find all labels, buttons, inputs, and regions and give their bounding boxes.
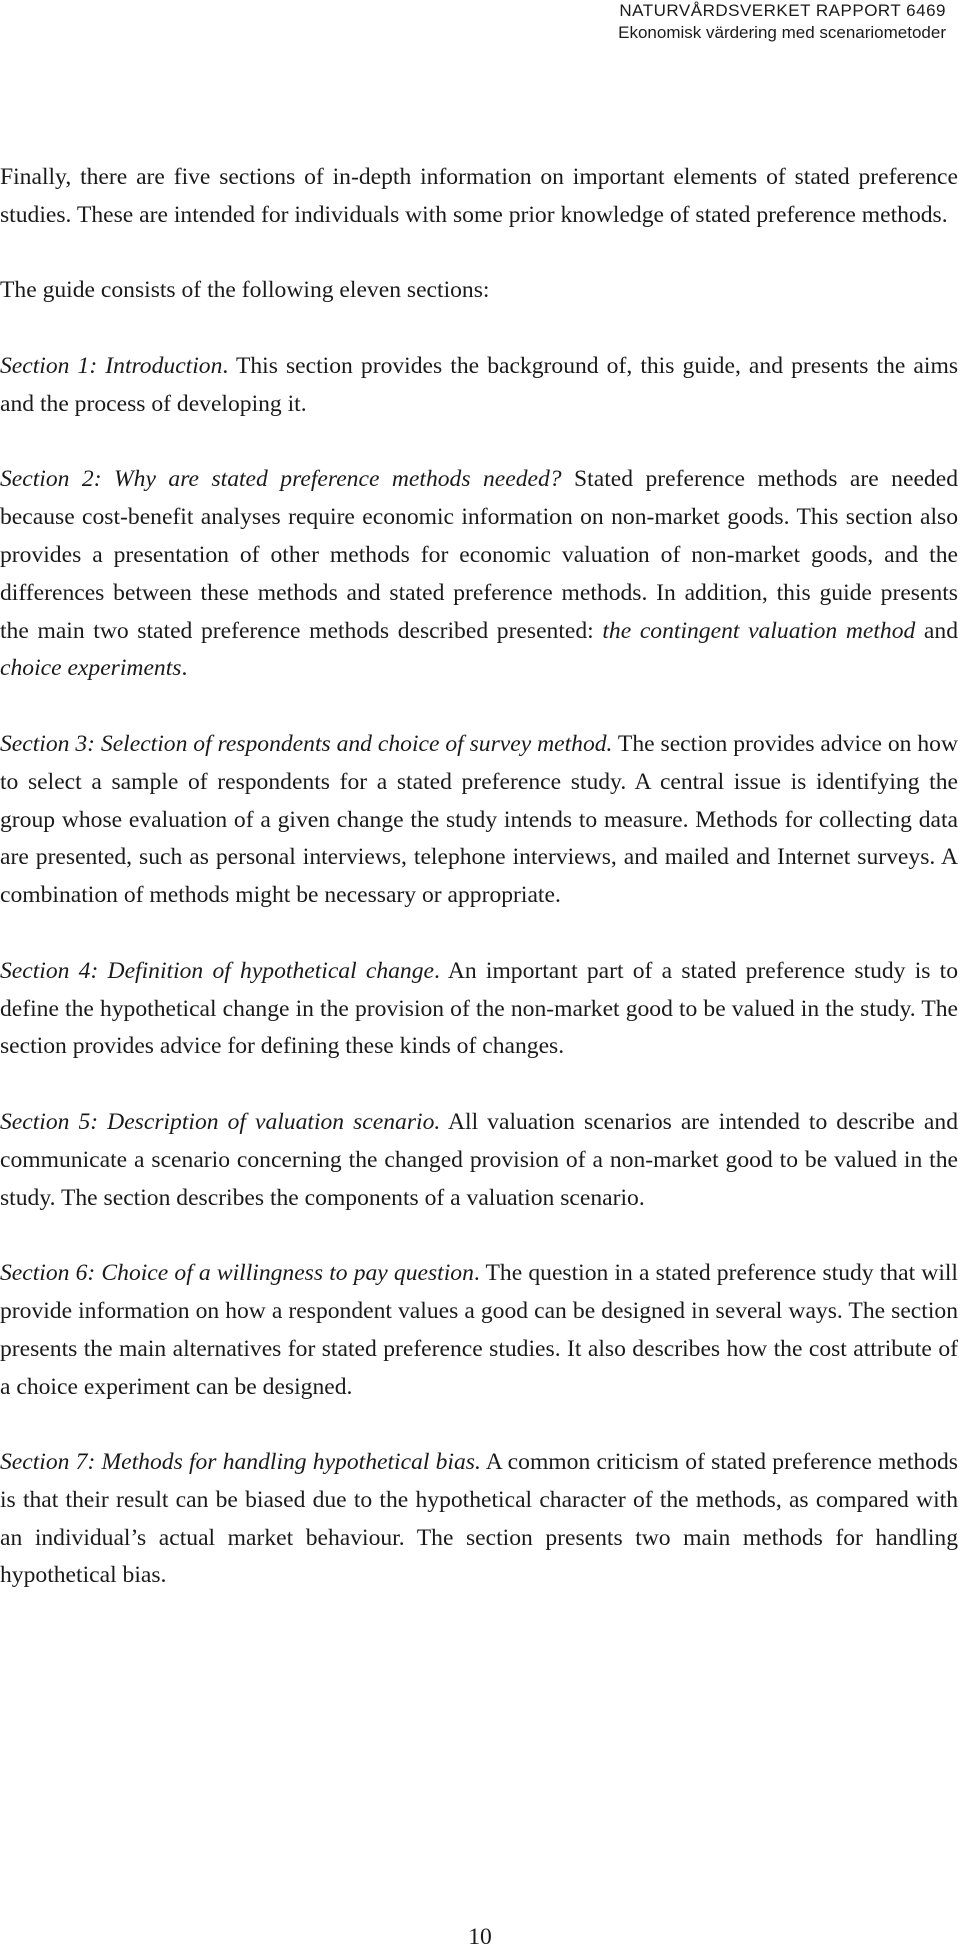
page-number: 10 xyxy=(468,1924,492,1950)
section-3-title: Section 3: Selection of respondents and choice of survey method. xyxy=(0,730,613,757)
paragraph-text: . xyxy=(181,655,188,682)
paragraph-text: The section provides advice on how to select a sample of respondents for a stated preference study. A central issue is identifying the group whose evaluation of a given change the study intends to measure. Methods for collecting data are presented, such as personal interviews, telephone interviews, and mailed and Internet surveys. A combination of methods might be necessary or appropriate. xyxy=(0,730,958,909)
section-4-title: Section 4: Definition of hypothetical change xyxy=(0,957,435,984)
section-4-paragraph xyxy=(0,953,958,1066)
section-6-paragraph xyxy=(0,1255,958,1406)
paragraph-text: All valuation scenarios are intended to describe and communicate a scenario concerning the changed provision of a non-market good to be valued in the study. The section describes the components of a valuation scenario. xyxy=(0,1108,959,1211)
paragraph-text: Stated preference methods are needed because cost-benefit analyses require economic information on non-market goods. This section also provides a presentation of other methods for economic valuation of non-market goods, and the differences between these methods and stated preference methods. In addition, this guide presents the main two stated preference methods described presented: xyxy=(0,466,958,644)
paragraph-text: . An important part of a stated preference study is to define the hypothetical change in the provision of the non-market good to be valued in the study. The section provides advice for defining these kinds of changes. xyxy=(0,957,959,1060)
section-7-paragraph xyxy=(0,1444,958,1595)
intro-paragraph xyxy=(0,159,958,235)
emphasis-text: the contingent valuation method xyxy=(602,617,916,644)
body-text xyxy=(0,159,958,1633)
paragraph-text: . This section provides the background of, this guide, and presents the aims and the process of developing it. xyxy=(0,352,958,417)
paragraph-text: and xyxy=(915,617,959,644)
sections-overview-paragraph xyxy=(0,272,958,310)
section-7-title: Section 7: Methods for handling hypothetical bias. xyxy=(0,1449,481,1476)
paragraph-text: Finally, there are five sections of in-depth information on important elements of stated preference studies. These are intended for individuals with some prior knowledge of stated preference methods. xyxy=(0,164,958,228)
section-3-paragraph xyxy=(0,726,958,915)
section-2-paragraph xyxy=(0,461,958,688)
emphasis-text: choice experiments xyxy=(0,655,182,682)
paragraph-text: A common criticism of stated preference methods is that their result can be biased due to the hypothetical character of the methods, as compared with an individual’s actual market behaviour. The section presents two main methods for handling hypothetical bias. xyxy=(0,1449,958,1589)
section-5-paragraph xyxy=(0,1104,958,1217)
report-subtitle: Ekonomisk värdering med scenariometoder xyxy=(618,23,946,42)
report-title: NATURVÅRDSVERKET RAPPORT 6469 xyxy=(619,1,946,20)
section-2-title: Section 2: Why are stated preference methods needed? xyxy=(0,466,562,493)
section-6-title: Section 6: Choice of a willingness to pay question xyxy=(0,1260,474,1287)
paragraph-text: . The question in a stated preference study that will provide information on how a respondent values a good can be designed in several ways. The section presents the main alternatives for stated preference studies. It also describes how the cost attribute of a choice experiment can be designed. xyxy=(0,1260,958,1400)
running-header xyxy=(618,0,946,44)
paragraph-text: The guide consists of the following eleven sections: xyxy=(0,277,490,304)
section-1-paragraph xyxy=(0,348,958,424)
section-5-title: Section 5: Description of valuation scenario. xyxy=(0,1108,441,1135)
section-1-title: Section 1: Introduction xyxy=(0,352,223,379)
